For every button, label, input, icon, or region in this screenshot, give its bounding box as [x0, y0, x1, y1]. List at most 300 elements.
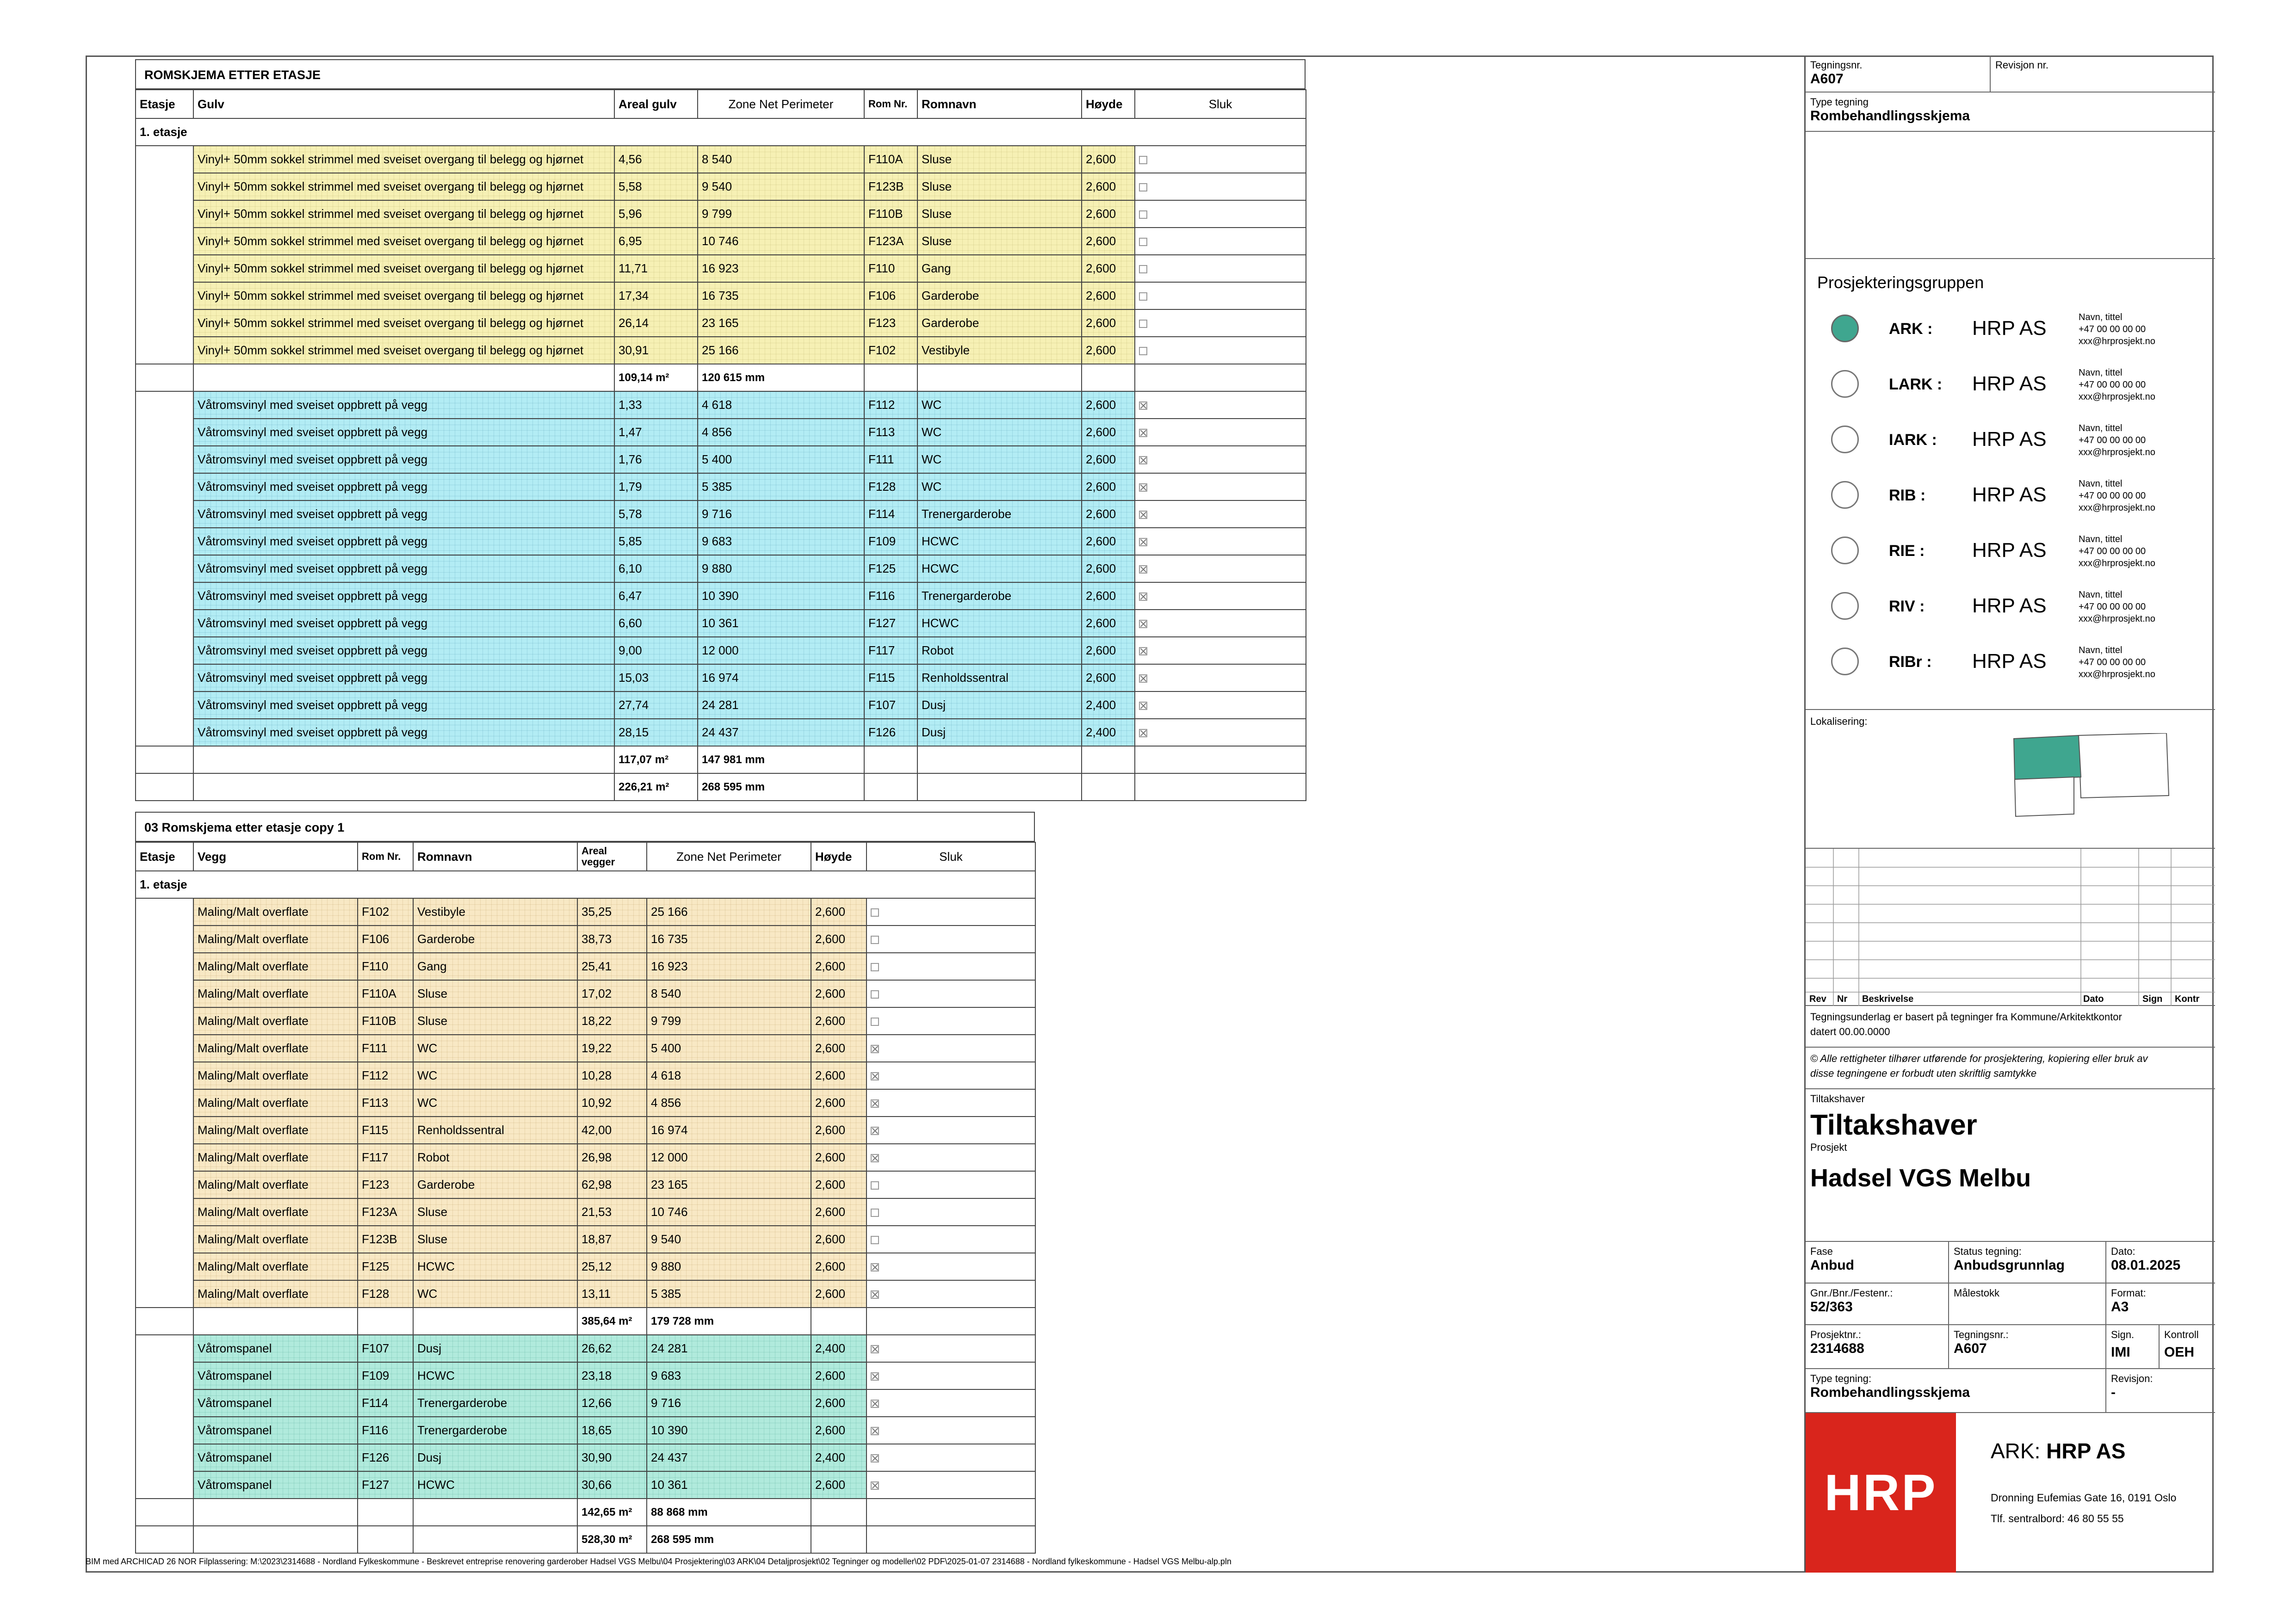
checked-box-icon: [871, 1099, 879, 1108]
data-cell: 42,00: [577, 1117, 647, 1144]
architect-address: Dronning Eufemias Gate 16, 0191 Oslo: [1991, 1492, 2177, 1504]
data-cell: Vinyl+ 50mm sokkel strimmel med sveiset overgang til belegg og hjørnet: [193, 200, 614, 228]
data-cell: Maling/Malt overflate: [193, 953, 358, 980]
etasje-cell: [136, 898, 193, 926]
column-header: Areal gulv: [614, 90, 698, 118]
data-cell: Maling/Malt overflate: [193, 1117, 358, 1144]
data-cell: HCWC: [413, 1253, 577, 1280]
contact-title: Navn, tittel: [2079, 423, 2123, 433]
data-cell: 2,600: [811, 1362, 866, 1389]
data-cell: 1,76: [614, 446, 698, 473]
data-cell: Sluse: [413, 1226, 577, 1253]
etasje-cell: [136, 691, 193, 719]
table-row: [136, 610, 1306, 637]
data-cell: WC: [917, 419, 1082, 446]
status-circle-icon: [1831, 592, 1859, 620]
etasje-cell: [136, 1389, 193, 1417]
sluk-cell: [866, 1280, 1035, 1308]
table-row: [136, 1362, 1035, 1389]
checked-box-icon: [871, 1072, 879, 1080]
client-label: Tiltakshaver: [1810, 1093, 1865, 1105]
table-row: [136, 1089, 1035, 1117]
data-cell: F116: [358, 1417, 413, 1444]
sluk-cell: [1135, 309, 1306, 337]
etasje-cell: [136, 1362, 193, 1389]
data-cell: Våtromspanel: [193, 1444, 358, 1471]
table-row: [136, 719, 1306, 746]
status-value: Anbudsgrunnlag: [1954, 1258, 2065, 1273]
data-cell: F127: [864, 610, 917, 637]
data-cell: 18,65: [577, 1417, 647, 1444]
data-cell: 38,73: [577, 926, 647, 953]
data-cell: 2,600: [811, 1280, 866, 1308]
subtotal-perimeter: 120 615 mm: [698, 364, 864, 391]
etasje-cell: [136, 1253, 193, 1280]
checked-box-icon: [1139, 538, 1147, 546]
data-cell: 10 746: [698, 228, 864, 255]
data-cell: F116: [864, 582, 917, 610]
blank-area: [1806, 132, 2215, 259]
data-cell: Garderobe: [413, 1171, 577, 1198]
type-label: Type tegning: [1810, 96, 1869, 108]
data-cell: F110: [864, 255, 917, 282]
contact-title: Navn, tittel: [2079, 312, 2123, 322]
table-row: [136, 391, 1306, 419]
data-cell: Dusj: [413, 1335, 577, 1362]
sluk-cell: [1135, 637, 1306, 664]
etasje-cell: [136, 446, 193, 473]
discipline-company: HRP AS: [1972, 483, 2047, 506]
data-cell: 23 165: [698, 309, 864, 337]
discipline-company: HRP AS: [1972, 317, 2047, 339]
data-cell: Våtromspanel: [193, 1335, 358, 1362]
data-cell: 8 540: [698, 146, 864, 173]
project-number-value: 2314688: [1810, 1341, 1864, 1356]
data-cell: 28,15: [614, 719, 698, 746]
data-cell: F109: [864, 528, 917, 555]
contact-email: xxx@hrprosjekt.no: [2079, 558, 2155, 568]
etasje-cell: [136, 309, 193, 337]
revision-column-header: Sign: [2142, 994, 2163, 1004]
data-cell: Sluse: [917, 146, 1082, 173]
discipline-code: RIE :: [1889, 542, 1925, 560]
contact-email: xxx@hrprosjekt.no: [2079, 614, 2155, 624]
data-cell: Våtromspanel: [193, 1362, 358, 1389]
sluk-cell: [1135, 146, 1306, 173]
architect-line: [1991, 1438, 2125, 1463]
subtotal-row: [136, 1308, 1035, 1335]
discipline-company: HRP AS: [1972, 372, 2047, 395]
data-cell: F111: [864, 446, 917, 473]
etasje-cell: [136, 953, 193, 980]
data-cell: 4,56: [614, 146, 698, 173]
data-cell: F126: [864, 719, 917, 746]
table-row: [136, 1280, 1035, 1308]
data-cell: F112: [358, 1062, 413, 1089]
empty-box-icon: [871, 936, 879, 944]
data-cell: 1,33: [614, 391, 698, 419]
checked-box-icon: [1139, 620, 1147, 628]
data-cell: 5,78: [614, 500, 698, 528]
column-header: Sluk: [1135, 90, 1306, 118]
checked-box-icon: [1139, 511, 1147, 519]
discipline-code: ARK :: [1889, 320, 1933, 338]
checked-box-icon: [871, 1427, 879, 1435]
revision-column-header: Nr: [1837, 994, 1848, 1004]
type-value: Rombehandlingsskjema: [1810, 108, 1970, 123]
sluk-cell: [1135, 173, 1306, 200]
subtotal-area: 117,07 m²: [614, 746, 698, 773]
data-cell: Våtromsvinyl med sveiset oppbrett på vegg: [193, 637, 614, 664]
sluk-cell: [1135, 664, 1306, 691]
data-cell: 10 746: [647, 1198, 811, 1226]
subtotal-area: 109,14 m²: [614, 364, 698, 391]
contact-phone: +47 00 00 00 00: [2079, 657, 2146, 667]
gnr-label: Gnr./Bnr./Festenr.:: [1810, 1287, 1893, 1299]
wall-schedule-table: [135, 812, 1036, 1554]
contact-title: Navn, tittel: [2079, 645, 2123, 655]
empty-box-icon: [1139, 292, 1147, 301]
data-cell: Våtromsvinyl med sveiset oppbrett på vegg: [193, 719, 614, 746]
data-cell: 16 923: [647, 953, 811, 980]
data-cell: 12 000: [698, 637, 864, 664]
sluk-cell: [1135, 282, 1306, 309]
checked-box-icon: [1139, 674, 1147, 683]
revision-value: -: [2111, 1385, 2116, 1400]
data-cell: F110B: [864, 200, 917, 228]
table-row: [136, 228, 1306, 255]
data-cell: Maling/Malt overflate: [193, 1144, 358, 1171]
sluk-cell: [1135, 391, 1306, 419]
data-cell: Sluse: [413, 1007, 577, 1035]
etasje-cell: [136, 473, 193, 500]
data-cell: Dusj: [917, 719, 1082, 746]
table-row: [136, 898, 1035, 926]
data-cell: 2,600: [811, 1144, 866, 1171]
data-cell: F114: [864, 500, 917, 528]
checked-box-icon: [871, 1372, 879, 1381]
etasje-cell: [136, 610, 193, 637]
data-cell: Sluse: [413, 980, 577, 1007]
checked-box-icon: [1139, 456, 1147, 464]
data-cell: 10,28: [577, 1062, 647, 1089]
location-label: Lokalisering:: [1810, 716, 1868, 727]
data-cell: 1,47: [614, 419, 698, 446]
data-cell: 2,600: [811, 1035, 866, 1062]
column-header: Areal vegger: [577, 842, 647, 871]
table-row: [136, 1226, 1035, 1253]
column-header: Zone Net Perimeter: [698, 90, 864, 118]
total-perimeter: 268 595 mm: [698, 773, 864, 801]
data-cell: Våtromspanel: [193, 1389, 358, 1417]
table-row: [136, 528, 1306, 555]
data-cell: 2,600: [1082, 419, 1135, 446]
etasje-cell: [136, 1035, 193, 1062]
checked-box-icon: [1139, 702, 1147, 710]
sluk-cell: [1135, 500, 1306, 528]
data-cell: F110: [358, 953, 413, 980]
subtotal-row: [136, 364, 1306, 391]
checked-box-icon: [871, 1400, 879, 1408]
data-cell: 2,400: [1082, 691, 1135, 719]
data-cell: 6,47: [614, 582, 698, 610]
scale-label: Målestokk: [1954, 1287, 2000, 1299]
floor-schedule-table: [135, 59, 1306, 801]
date-value: 08.01.2025: [2111, 1258, 2181, 1273]
data-cell: 5,96: [614, 200, 698, 228]
column-header: Høyde: [811, 842, 866, 871]
sluk-cell: [866, 1226, 1035, 1253]
sluk-cell: [1135, 337, 1306, 364]
wall-table-grid: [135, 842, 1036, 1554]
sluk-cell: [866, 1253, 1035, 1280]
data-cell: 12,66: [577, 1389, 647, 1417]
data-cell: 9,00: [614, 637, 698, 664]
column-header: Gulv: [193, 90, 614, 118]
format-value: A3: [2111, 1299, 2129, 1314]
tegningsnr-value: A607: [1810, 71, 1844, 86]
checked-box-icon: [1139, 483, 1147, 492]
data-cell: Trenergarderobe: [413, 1389, 577, 1417]
data-cell: 24 281: [698, 691, 864, 719]
data-cell: 21,53: [577, 1198, 647, 1226]
etasje-cell: [136, 1144, 193, 1171]
etasje-cell: [136, 1444, 193, 1471]
data-cell: 15,03: [614, 664, 698, 691]
data-cell: 62,98: [577, 1171, 647, 1198]
sluk-cell: [866, 1089, 1035, 1117]
data-cell: 26,62: [577, 1335, 647, 1362]
data-cell: Sluse: [413, 1198, 577, 1226]
table-row: [136, 337, 1306, 364]
data-cell: F123A: [864, 228, 917, 255]
data-cell: 2,600: [1082, 173, 1135, 200]
table-row: [136, 1144, 1035, 1171]
column-header: Etasje: [136, 90, 193, 118]
data-cell: F123B: [864, 173, 917, 200]
data-cell: 2,600: [1082, 528, 1135, 555]
project-label: Prosjekt: [1810, 1142, 1847, 1153]
data-cell: 19,22: [577, 1035, 647, 1062]
client-name: Tiltakshaver: [1810, 1109, 1977, 1141]
empty-box-icon: [871, 990, 879, 999]
data-cell: Vinyl+ 50mm sokkel strimmel med sveiset overgang til belegg og hjørnet: [193, 173, 614, 200]
column-header: Rom Nr.: [358, 842, 413, 871]
status-circle-icon: [1831, 370, 1859, 398]
table-row: [136, 555, 1306, 582]
architect-company: HRP AS: [2046, 1439, 2126, 1463]
data-cell: Vinyl+ 50mm sokkel strimmel med sveiset overgang til belegg og hjørnet: [193, 255, 614, 282]
data-cell: WC: [917, 391, 1082, 419]
etasje-cell: [136, 582, 193, 610]
data-cell: F106: [358, 926, 413, 953]
discipline-code: LARK :: [1889, 376, 1943, 393]
checked-box-icon: [1139, 592, 1147, 601]
etasje-cell: [136, 1062, 193, 1089]
data-cell: 2,600: [1082, 391, 1135, 419]
data-cell: 2,600: [1082, 610, 1135, 637]
etasje-cell: [136, 1117, 193, 1144]
data-cell: F110B: [358, 1007, 413, 1035]
etasje-cell: [136, 1471, 193, 1499]
sluk-cell: [1135, 582, 1306, 610]
contact-title: Navn, tittel: [2079, 368, 2123, 378]
table-row: [136, 500, 1306, 528]
data-cell: 9 683: [647, 1362, 811, 1389]
data-cell: Gang: [413, 953, 577, 980]
copyright-note-2: disse tegningene er forbudt uten skriftlig samtykke: [1810, 1068, 2037, 1079]
data-cell: 17,34: [614, 282, 698, 309]
data-cell: 2,600: [1082, 637, 1135, 664]
etasje-cell: [136, 337, 193, 364]
data-cell: 2,400: [811, 1444, 866, 1471]
data-cell: Maling/Malt overflate: [193, 898, 358, 926]
data-cell: 2,600: [811, 1389, 866, 1417]
data-cell: Trenergarderobe: [917, 500, 1082, 528]
checked-box-icon: [871, 1263, 879, 1271]
subtotal-perimeter: 88 868 mm: [647, 1499, 811, 1526]
data-cell: 24 281: [647, 1335, 811, 1362]
etasje-cell: [136, 228, 193, 255]
sluk-cell: [1135, 719, 1306, 746]
data-cell: 2,600: [1082, 146, 1135, 173]
contact-email: xxx@hrprosjekt.no: [2079, 336, 2155, 346]
table-row: [136, 1417, 1035, 1444]
data-cell: F109: [358, 1362, 413, 1389]
table-row: [136, 926, 1035, 953]
etasje-cell: [136, 1417, 193, 1444]
total-row: [136, 1526, 1035, 1553]
checked-box-icon: [871, 1454, 879, 1463]
etasje-cell: [136, 1198, 193, 1226]
data-cell: F126: [358, 1444, 413, 1471]
data-cell: Våtromsvinyl med sveiset oppbrett på vegg: [193, 500, 614, 528]
data-cell: 2,600: [811, 1226, 866, 1253]
data-cell: 2,600: [811, 898, 866, 926]
discipline-company: HRP AS: [1972, 650, 2047, 673]
header-row: [136, 90, 1306, 118]
discipline-code: RIBr :: [1889, 653, 1932, 671]
data-cell: WC: [917, 446, 1082, 473]
data-cell: F128: [864, 473, 917, 500]
data-cell: 9 799: [698, 200, 864, 228]
architect-phone: Tlf. sentralbord: 46 80 55 55: [1991, 1512, 2124, 1524]
data-cell: F110A: [358, 980, 413, 1007]
etasje-cell: [136, 1089, 193, 1117]
table-row: [136, 1444, 1035, 1471]
checked-box-icon: [871, 1290, 879, 1299]
revision-grid: [1806, 849, 2215, 1006]
subtotal-area: 385,64 m²: [577, 1308, 647, 1335]
sluk-cell: [866, 1171, 1035, 1198]
table-row: [136, 691, 1306, 719]
sluk-cell: [866, 980, 1035, 1007]
sluk-cell: [866, 953, 1035, 980]
data-cell: Våtromsvinyl med sveiset oppbrett på vegg: [193, 473, 614, 500]
subtotal-perimeter: 179 728 mm: [647, 1308, 811, 1335]
discipline-code: RIV :: [1889, 598, 1925, 615]
sluk-cell: [866, 1389, 1035, 1417]
table-row: [136, 1062, 1035, 1089]
checked-box-icon: [1139, 729, 1147, 737]
data-cell: F111: [358, 1035, 413, 1062]
sluk-cell: [1135, 691, 1306, 719]
data-cell: F113: [358, 1089, 413, 1117]
sluk-cell: [1135, 446, 1306, 473]
data-cell: 25 166: [698, 337, 864, 364]
empty-box-icon: [871, 1209, 879, 1217]
data-cell: Våtromsvinyl med sveiset oppbrett på vegg: [193, 691, 614, 719]
data-cell: Trenergarderobe: [413, 1417, 577, 1444]
data-cell: 16 735: [698, 282, 864, 309]
data-cell: 10 361: [698, 610, 864, 637]
etasje-cell: [136, 173, 193, 200]
control-value: OEH: [2164, 1345, 2195, 1360]
empty-box-icon: [1139, 265, 1147, 273]
data-cell: Maling/Malt overflate: [193, 1280, 358, 1308]
total-row: [136, 773, 1306, 801]
data-cell: 2,600: [1082, 664, 1135, 691]
data-cell: 9 880: [647, 1253, 811, 1280]
empty-box-icon: [1139, 156, 1147, 164]
data-cell: F107: [864, 691, 917, 719]
data-cell: HCWC: [413, 1362, 577, 1389]
data-cell: Robot: [413, 1144, 577, 1171]
data-cell: 24 437: [647, 1444, 811, 1471]
data-cell: 27,74: [614, 691, 698, 719]
data-cell: 17,02: [577, 980, 647, 1007]
table-title: ROMSKJEMA ETTER ETASJE: [135, 59, 1306, 89]
table-row: [136, 953, 1035, 980]
empty-box-icon: [871, 963, 879, 971]
contact-phone: +47 00 00 00 00: [2079, 324, 2146, 334]
project-name: Hadsel VGS Melbu: [1810, 1164, 2031, 1192]
subtotal-perimeter: 147 981 mm: [698, 746, 864, 773]
data-cell: Maling/Malt overflate: [193, 1062, 358, 1089]
etasje-cell: [136, 637, 193, 664]
drawing-number-label: Tegningsnr.:: [1954, 1329, 2009, 1340]
contact-email: xxx@hrprosjekt.no: [2079, 447, 2155, 457]
data-cell: Garderobe: [917, 282, 1082, 309]
table-row: [136, 1007, 1035, 1035]
data-cell: F125: [864, 555, 917, 582]
subtotal-row: [136, 1499, 1035, 1526]
etasje-cell: [136, 719, 193, 746]
etasje-cell: [136, 1226, 193, 1253]
data-cell: Maling/Malt overflate: [193, 1089, 358, 1117]
revision-column-header: Beskrivelse: [1862, 994, 1914, 1004]
data-cell: 2,600: [811, 980, 866, 1007]
data-cell: 2,400: [811, 1335, 866, 1362]
discipline-company: HRP AS: [1972, 594, 2047, 617]
data-cell: 26,98: [577, 1144, 647, 1171]
data-cell: 30,66: [577, 1471, 647, 1499]
table-row: [136, 473, 1306, 500]
data-cell: WC: [413, 1089, 577, 1117]
floor-table-grid: [135, 89, 1306, 801]
empty-box-icon: [871, 908, 879, 917]
data-cell: 9 716: [647, 1389, 811, 1417]
header-row: [136, 842, 1035, 871]
data-cell: WC: [413, 1062, 577, 1089]
etasje-cell: [136, 980, 193, 1007]
basis-date: datert 00.00.0000: [1810, 1026, 1890, 1037]
table-row: [136, 282, 1306, 309]
data-cell: 4 856: [698, 419, 864, 446]
table-row: [136, 1198, 1035, 1226]
hrp-logo: [1806, 1413, 1956, 1573]
data-cell: Garderobe: [917, 309, 1082, 337]
